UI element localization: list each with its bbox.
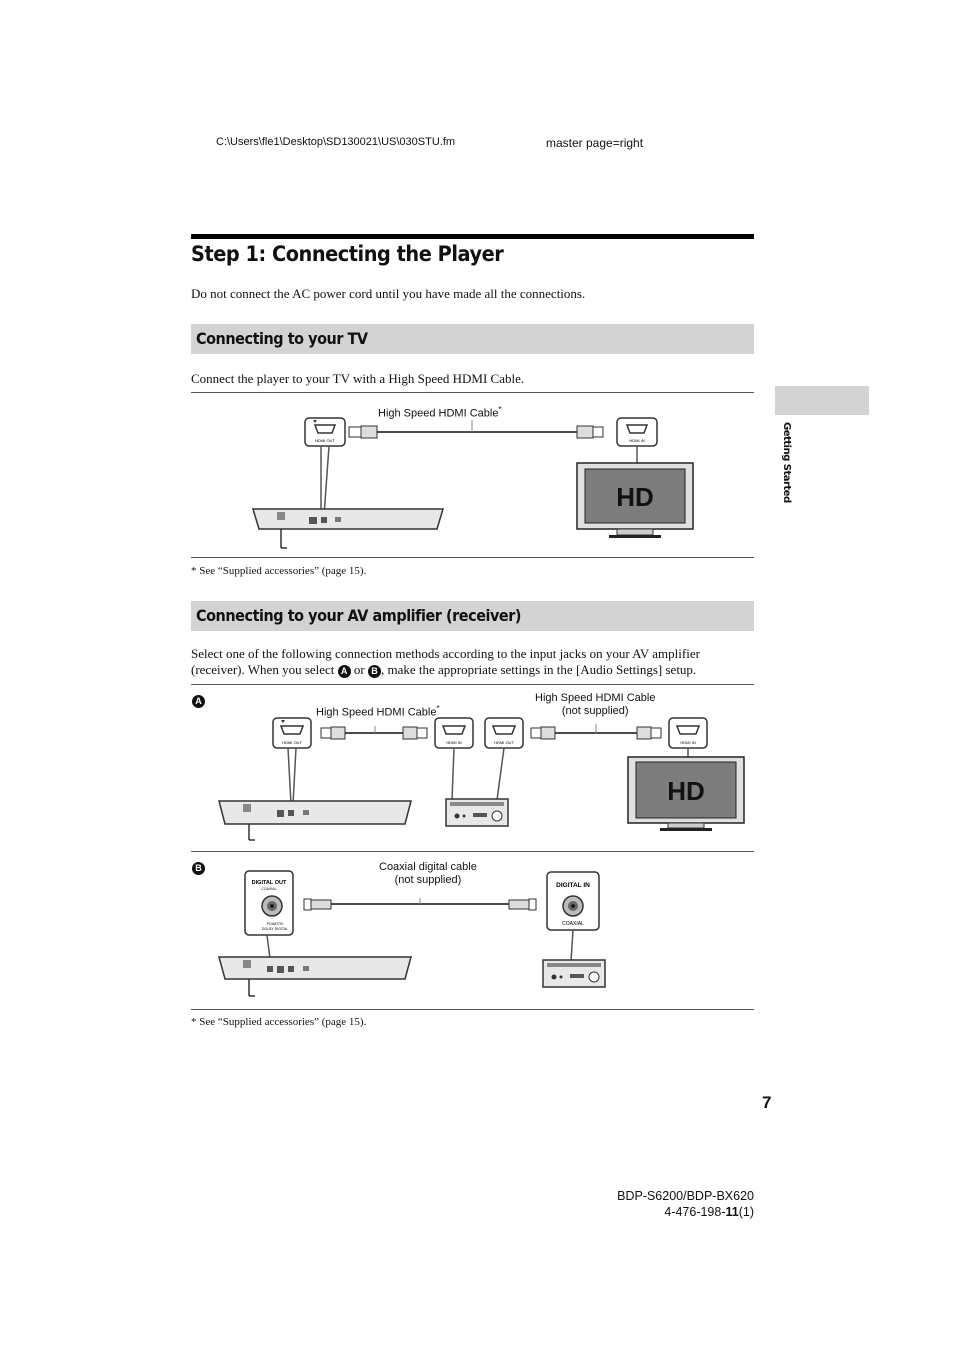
blu-ray-player xyxy=(253,509,443,548)
svg-text:COAXIAL: COAXIAL xyxy=(562,921,584,927)
title-rule xyxy=(191,234,754,239)
diagram-a-cable1-label: High Speed HDMI Cable* xyxy=(316,704,440,719)
svg-text:HD: HD xyxy=(616,482,654,512)
svg-text:COAXIAL: COAXIAL xyxy=(261,887,277,891)
footnote: * See “Supplied accessories” (page 15). xyxy=(191,565,367,577)
diagram-a-marker: A xyxy=(192,695,205,708)
hdmi-cable-1 xyxy=(321,726,427,739)
marker-b: B xyxy=(368,665,381,678)
page-number: 7 xyxy=(762,1093,772,1112)
divider xyxy=(191,557,754,558)
svg-text:HDMI OUT: HDMI OUT xyxy=(315,438,335,443)
diagram-a-cable2-label: High Speed HDMI Cable (not supplied) xyxy=(535,692,656,717)
marker-a: A xyxy=(338,665,351,678)
av-amplifier xyxy=(543,960,605,987)
footer-model: BDP-S6200/BDP-BX620 4-476-198-11(1) xyxy=(617,1189,754,1219)
svg-text:HDMI OUT: HDMI OUT xyxy=(494,740,514,745)
tv-hdmi-in-port xyxy=(669,718,707,748)
diagram-a-connection xyxy=(191,688,754,848)
diagram-b-marker: B xyxy=(192,862,205,875)
tv xyxy=(577,463,693,538)
svg-text:DOLBY DIGITAL: DOLBY DIGITAL xyxy=(261,927,289,931)
svg-text:PCM/DTS/: PCM/DTS/ xyxy=(266,922,284,926)
svg-text:DIGITAL IN: DIGITAL IN xyxy=(556,882,590,889)
section-av-description: Select one of the following connection methods according to the input jacks on your AV amplifier (receiver). When you select A or B , make the appropriate settings in the [Audio Settings] setup. xyxy=(191,646,700,677)
hdmi-cable-2 xyxy=(531,724,661,739)
digital-out-port xyxy=(245,871,293,935)
intro-text: Do not connect the AC power cord until you have made all the connections. xyxy=(191,286,586,301)
diagram-tv-cable-label: High Speed HDMI Cable* xyxy=(378,405,502,420)
svg-text:HDMI IN: HDMI IN xyxy=(680,740,696,745)
hdmi-in-port xyxy=(617,418,657,446)
svg-text:DIGITAL OUT: DIGITAL OUT xyxy=(251,880,287,886)
side-tab-label: Getting Started xyxy=(781,422,792,503)
divider xyxy=(191,684,754,685)
section-av-heading: Connecting to your AV amplifier (receiver) xyxy=(196,606,522,625)
hdmi-out-port xyxy=(273,718,311,748)
divider xyxy=(191,851,754,852)
svg-text:HDMI IN: HDMI IN xyxy=(446,740,462,745)
svg-text:HDMI OUT: HDMI OUT xyxy=(282,740,302,745)
section-tv-heading: Connecting to your TV xyxy=(196,329,368,348)
diagram-tv-connection xyxy=(191,398,754,558)
digital-in-port xyxy=(547,872,599,930)
page-title: Step 1: Connecting the Player xyxy=(191,242,504,266)
divider xyxy=(191,1009,754,1010)
hdmi-cable xyxy=(349,420,603,438)
diagram-b-connection xyxy=(191,855,754,1005)
header-master-page: master page=right xyxy=(546,136,644,150)
blu-ray-player xyxy=(219,957,411,996)
tv xyxy=(628,757,744,831)
blu-ray-player xyxy=(219,801,411,840)
svg-text:HDMI IN: HDMI IN xyxy=(629,438,645,443)
amp-hdmi-in-port xyxy=(435,718,473,748)
amp-hdmi-out-port xyxy=(485,718,523,748)
diagram-b-cable-label: Coaxial digital cable (not supplied) xyxy=(379,861,477,886)
svg-text:HD: HD xyxy=(667,776,705,806)
header-file-path: C:\Users\fle1\Desktop\SD130021\US\030STU.fm xyxy=(216,136,456,148)
side-tab xyxy=(775,386,869,415)
hdmi-out-port xyxy=(305,418,345,446)
divider xyxy=(191,392,754,393)
footnote: * See “Supplied accessories” (page 15). xyxy=(191,1016,367,1028)
coaxial-cable xyxy=(304,898,536,910)
av-amplifier xyxy=(446,799,508,826)
section-tv-description: Connect the player to your TV with a High Speed HDMI Cable. xyxy=(191,371,525,386)
